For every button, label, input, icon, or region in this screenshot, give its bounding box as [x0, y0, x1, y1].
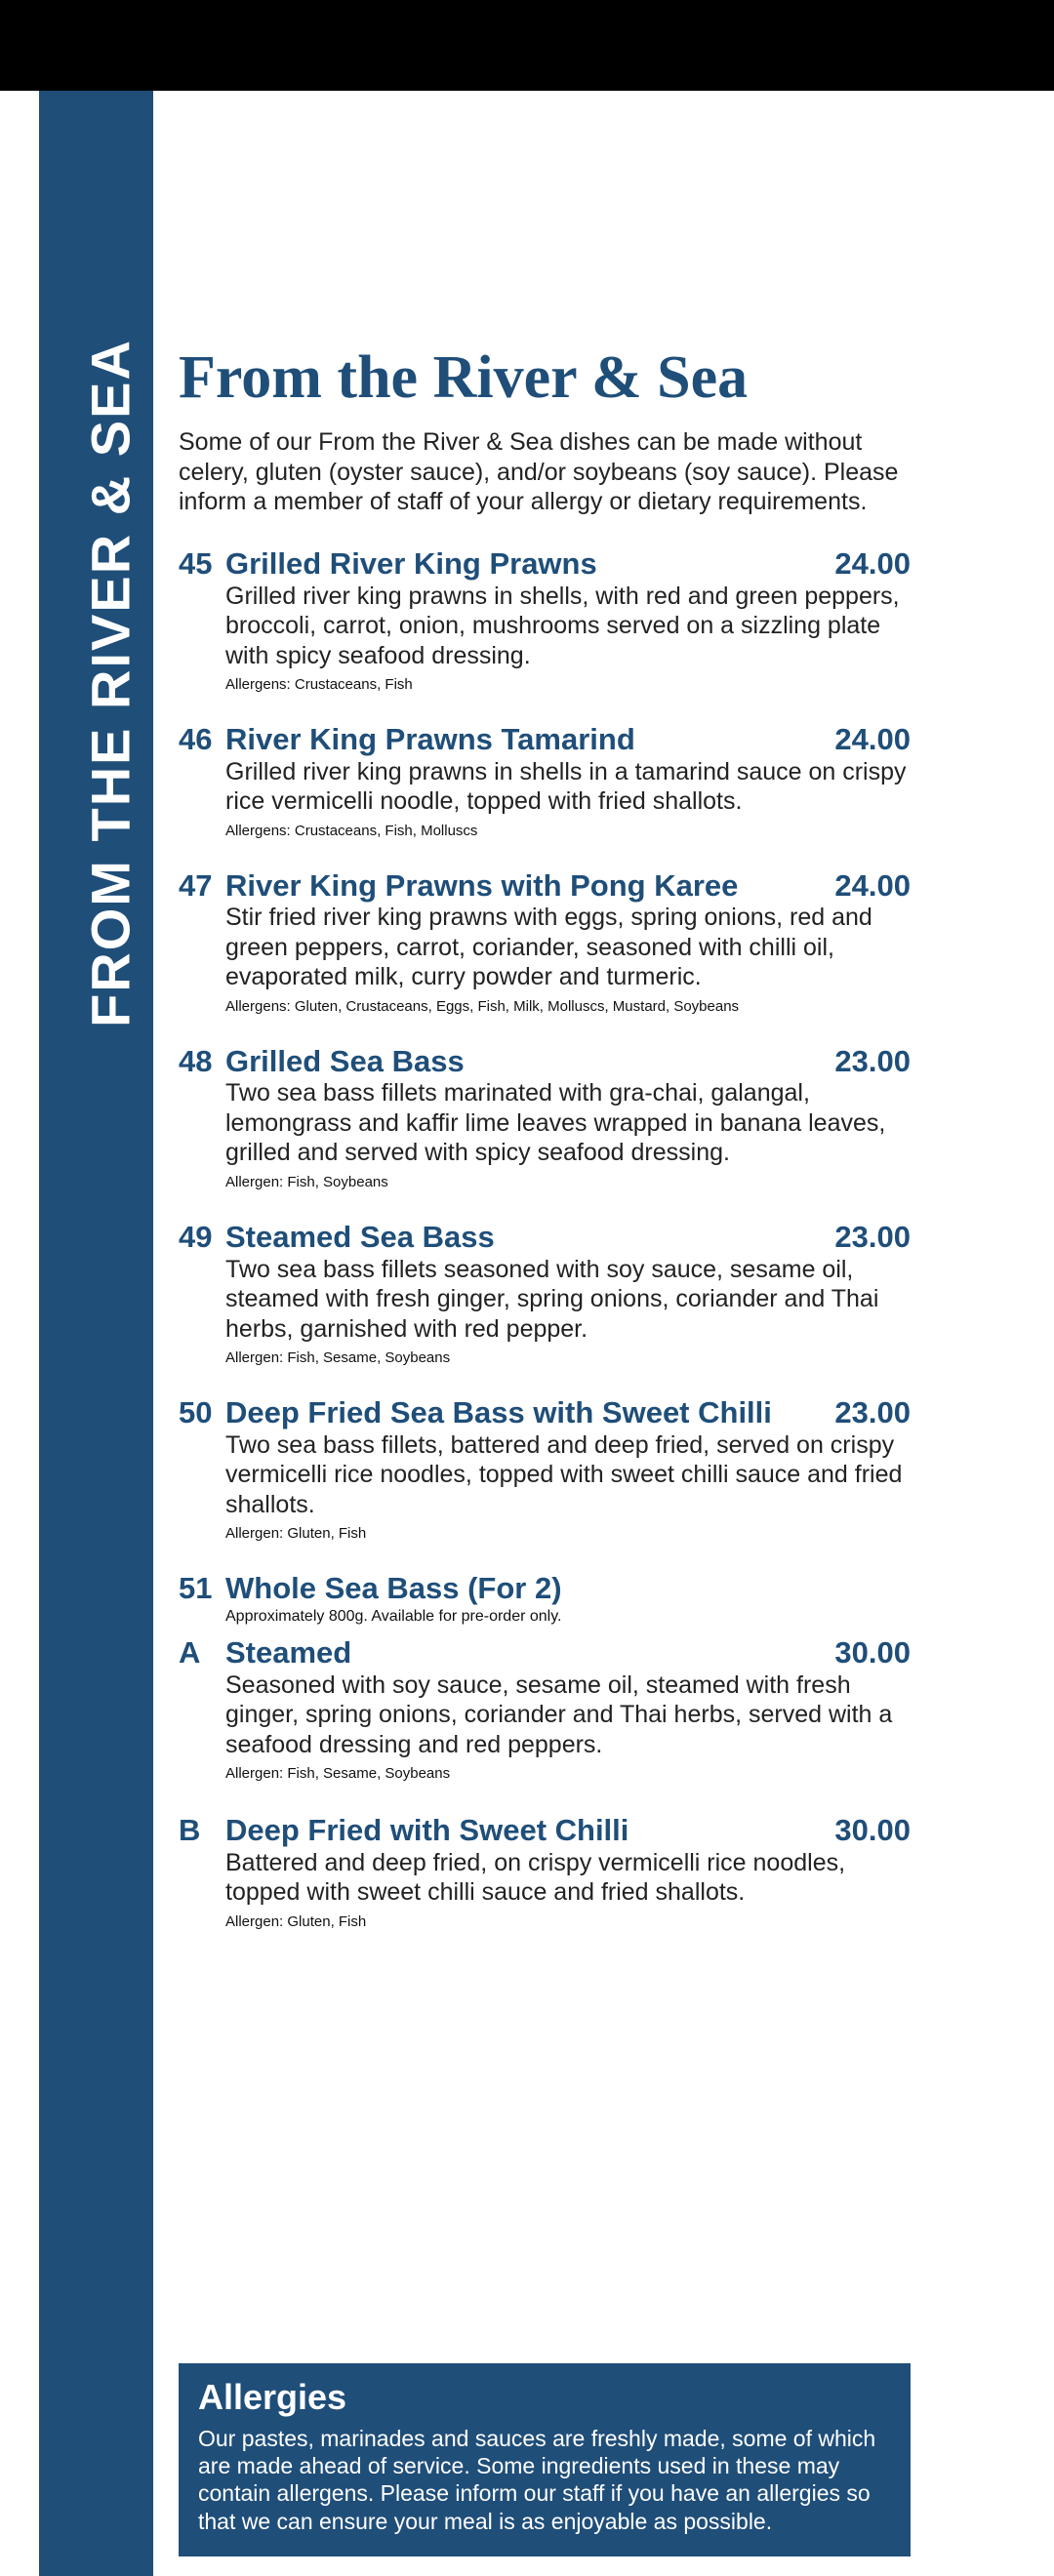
item-number: 46	[179, 722, 213, 757]
allergies-notice	[179, 2363, 911, 2556]
menu-section	[179, 342, 911, 1930]
item-allergens: Allergen: Fish, Soybeans	[225, 1173, 388, 1190]
item-number: 49	[179, 1219, 213, 1254]
menu-item-whole-sea-bass	[179, 1571, 911, 1929]
option-allergens: Allergen: Gluten, Fish	[225, 1912, 367, 1930]
item-number: 50	[179, 1395, 213, 1430]
item-description: Grilled river king prawns in shells in a tamarind sauce on crispy rice vermicelli noodle, topped with fried shallots.	[225, 757, 907, 816]
menu-option	[179, 1813, 911, 1930]
item-price: 23.00	[834, 1043, 911, 1078]
item-price: 23.00	[834, 1219, 911, 1254]
menu-item	[179, 868, 911, 1015]
option-name: Steamed	[225, 1634, 352, 1670]
item-price: 23.00	[834, 1395, 911, 1430]
item-description: Two sea bass fillets marinated with gra-chai, galangal, lemongrass and kaffir lime leaves wrapped in banana leaves, grilled and served with spicy seafood dressing.	[225, 1079, 886, 1167]
allergies-text: Our pastes, marinades and sauces are freshly made, some of which are made ahead of service. Some ingredients used in these may contain allergens. Please inform our staff if you have an allergies so that we can ensure your meal is as enjoyable as possible.	[198, 2426, 876, 2534]
pre-order-note: Approximately 800g. Available for pre-order only.	[225, 1607, 562, 1625]
item-number: 48	[179, 1043, 213, 1078]
item-allergens: Allergens: Gluten, Crustaceans, Eggs, Fish, Milk, Molluscs, Mustard, Soybeans	[225, 997, 740, 1015]
option-price: 30.00	[834, 1634, 911, 1670]
item-name: River King Prawns with Pong Karee	[225, 867, 739, 903]
item-allergens: Allergen: Gluten, Fish	[225, 1525, 367, 1543]
section-title: From the River & Sea	[179, 344, 749, 411]
option-description: Battered and deep fried, on crispy vermicelli rice noodles, topped with sweet chilli sauce and fried shallots.	[225, 1848, 846, 1907]
menu-option	[179, 1635, 911, 1782]
item-name: Steamed Sea Bass	[225, 1219, 495, 1254]
option-price: 30.00	[834, 1813, 911, 1848]
item-description: Grilled river king prawns in shells, with red and green peppers, broccoli, carrot, onion, mushrooms served on a sizzling plate with spicy seafood dressing.	[225, 582, 900, 669]
item-description: Stir fried river king prawns with eggs, spring onions, red and green peppers, carrot, coriander, seasoned with chilli oil, evaporated milk, curry powder and turmeric.	[225, 904, 872, 991]
item-price: 24.00	[834, 722, 911, 757]
item-name: Deep Fried Sea Bass with Sweet Chilli	[225, 1395, 772, 1430]
menu-item	[179, 722, 911, 839]
option-name: Deep Fried with Sweet Chilli	[225, 1813, 629, 1848]
side-banner-text: FROM THE RIVER & SEA	[79, 339, 142, 1027]
item-number: 51	[179, 1571, 213, 1606]
option-letter: A	[179, 1634, 201, 1670]
item-allergens: Allergen: Fish, Sesame, Soybeans	[225, 1349, 451, 1367]
item-name: Grilled River King Prawns	[225, 545, 597, 581]
item-name: River King Prawns Tamarind	[225, 722, 635, 757]
item-price: 24.00	[834, 545, 911, 581]
top-bar	[0, 0, 1054, 91]
item-name: Grilled Sea Bass	[225, 1043, 465, 1078]
item-number: 45	[179, 545, 213, 581]
item-allergens: Allergens: Crustaceans, Fish	[225, 676, 413, 694]
item-name: Whole Sea Bass (For 2)	[225, 1571, 562, 1606]
item-price: 24.00	[834, 867, 911, 903]
item-description: Two sea bass fillets seasoned with soy sauce, sesame oil, steamed with fresh ginger, spring onions, coriander and Thai herbs, garnished with red pepper.	[225, 1255, 879, 1343]
option-allergens: Allergen: Fish, Sesame, Soybeans	[225, 1765, 451, 1783]
item-allergens: Allergens: Crustaceans, Fish, Molluscs	[225, 822, 478, 839]
intro-text: Some of our From the River & Sea dishes can be made without celery, gluten (oyster sauce), and/or soybeans (soy sauce). Please inform a member of staff of your allergy or dietary requirements.	[179, 428, 899, 516]
option-letter: B	[179, 1813, 201, 1848]
menu-item	[179, 1395, 911, 1542]
menu-item	[179, 546, 911, 693]
item-description: Two sea bass fillets, battered and deep fried, served on crispy vermicelli rice noodles, topped with sweet chilli sauce and fried shallots.	[225, 1430, 903, 1518]
menu-item	[179, 1044, 911, 1190]
menu-item	[179, 1220, 911, 1366]
allergies-title: Allergies	[198, 2377, 347, 2417]
option-description: Seasoned with soy sauce, sesame oil, steamed with fresh ginger, spring onions, coriander and Thai herbs, served with a seafood dressing and red peppers.	[225, 1670, 893, 1758]
item-number: 47	[179, 867, 213, 903]
